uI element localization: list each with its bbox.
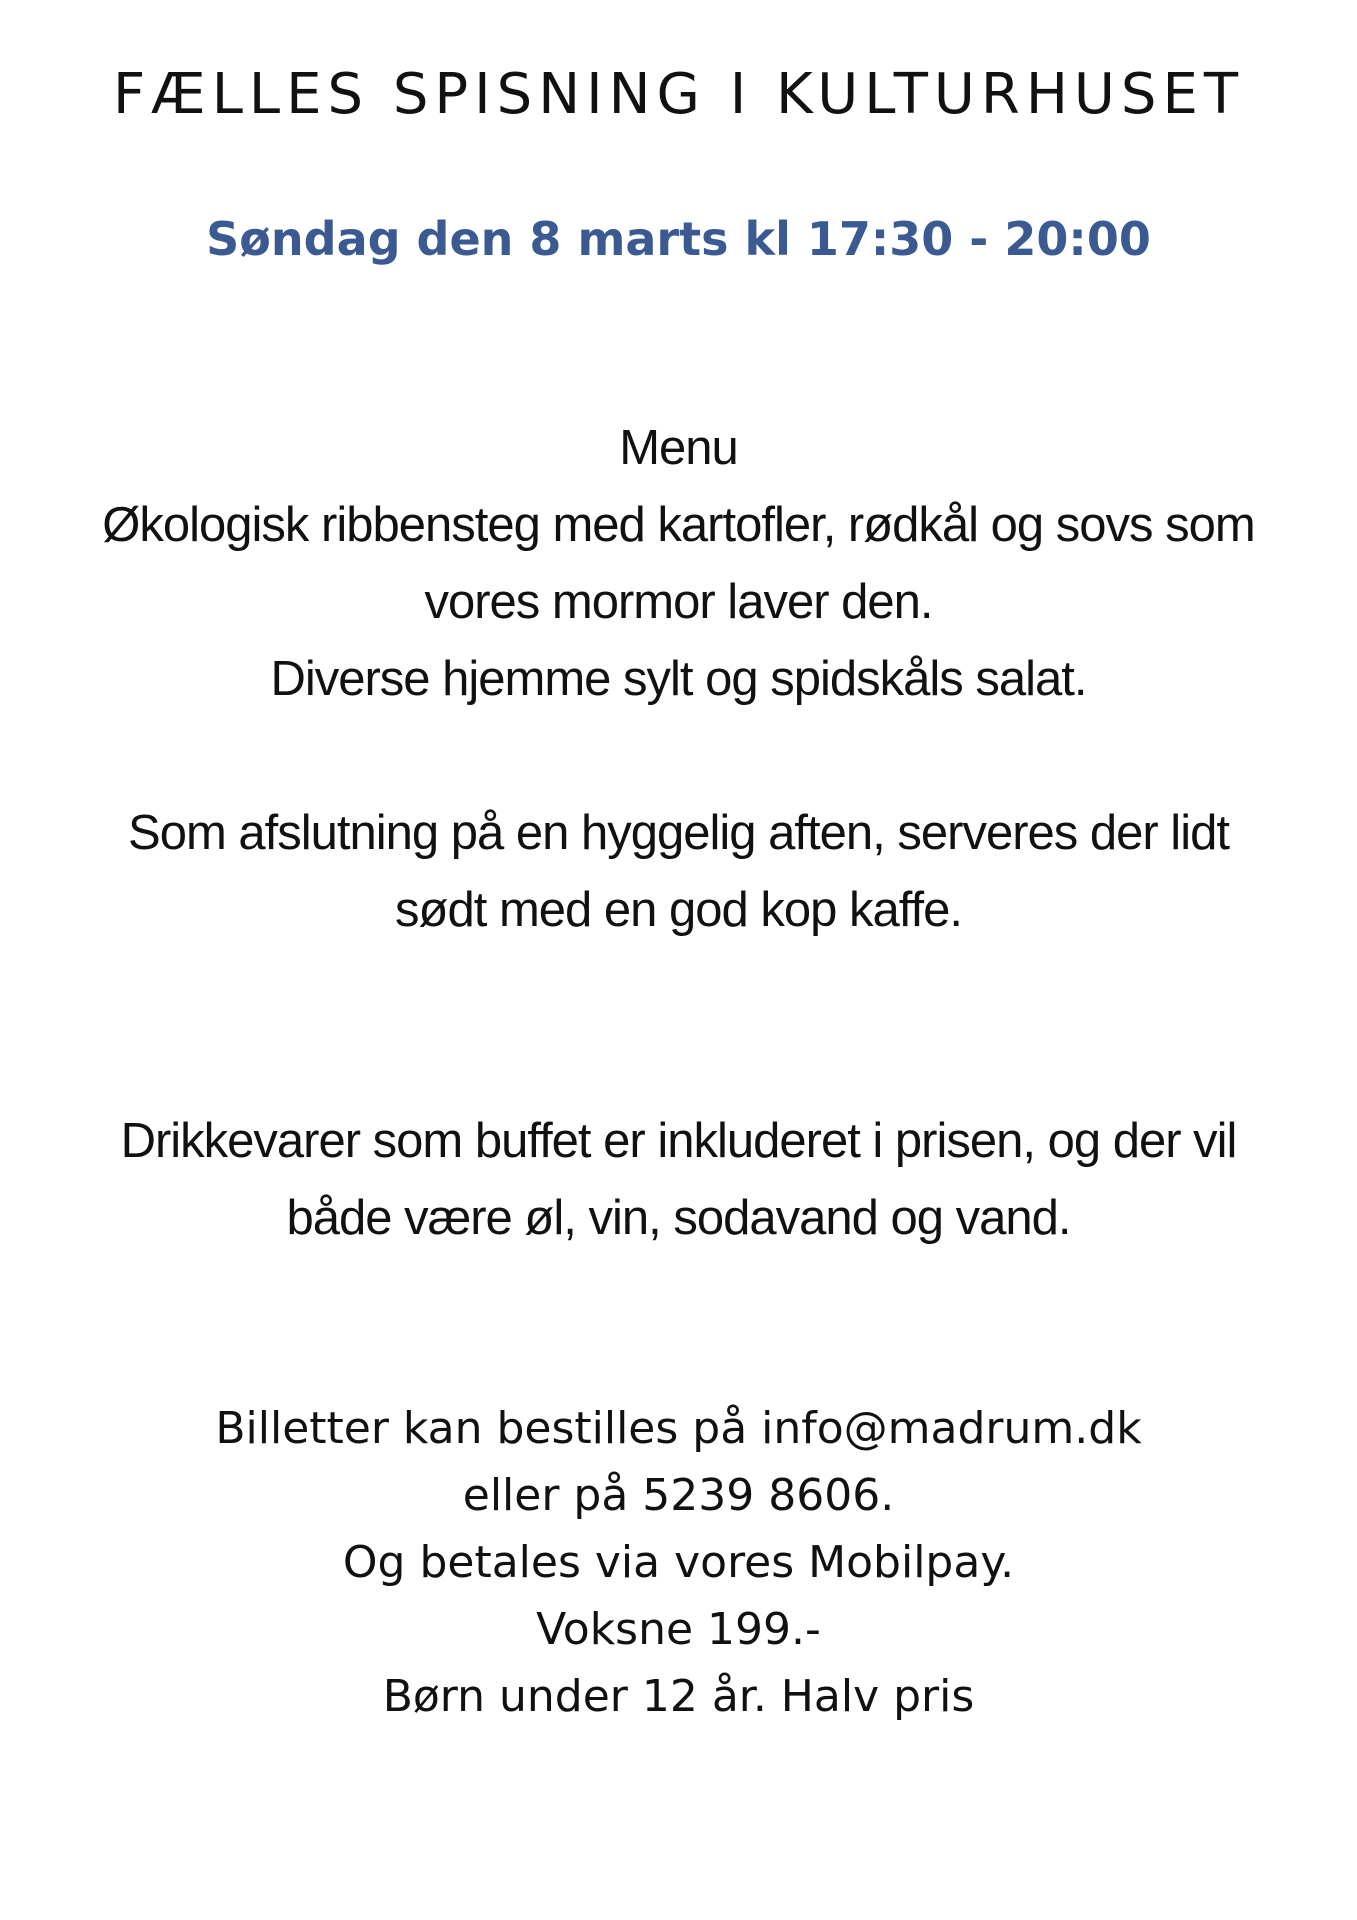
tickets-line: Billetter kan bestilles på info@madrum.dk [215,1403,1142,1454]
tickets-line: eller på 5239 8606. [462,1470,895,1521]
dessert-line: sødt med en god kop kaffe. [395,883,962,937]
menu-line: Økologisk ribbensteg med kartofler, rødkål og sovs som [102,498,1255,552]
drinks-line: både være øl, vin, sodavand og vand. [286,1191,1071,1245]
drinks-line: Drikkevarer som buffet er inkluderet i prisen, og der vil [120,1114,1237,1168]
child-price: Børn under 12 år. Halv pris [382,1671,975,1722]
menu-line: Diverse hjemme sylt og spidskåls salat. [270,652,1087,706]
event-date: Søndag den 8 marts kl 17:30 - 20:00 [206,212,1151,266]
menu-heading: Menu [619,421,738,475]
tickets-line: Og betales via vores Mobilpay. [342,1537,1015,1588]
adult-price: Voksne 199.- [536,1604,821,1655]
menu-line: vores mormor laver den. [424,575,933,629]
page-title: FÆLLES SPISNING I KULTURHUSET [112,62,1245,127]
dessert-line: Som afslutning på en hyggelig aften, serveres der lidt [128,806,1229,860]
